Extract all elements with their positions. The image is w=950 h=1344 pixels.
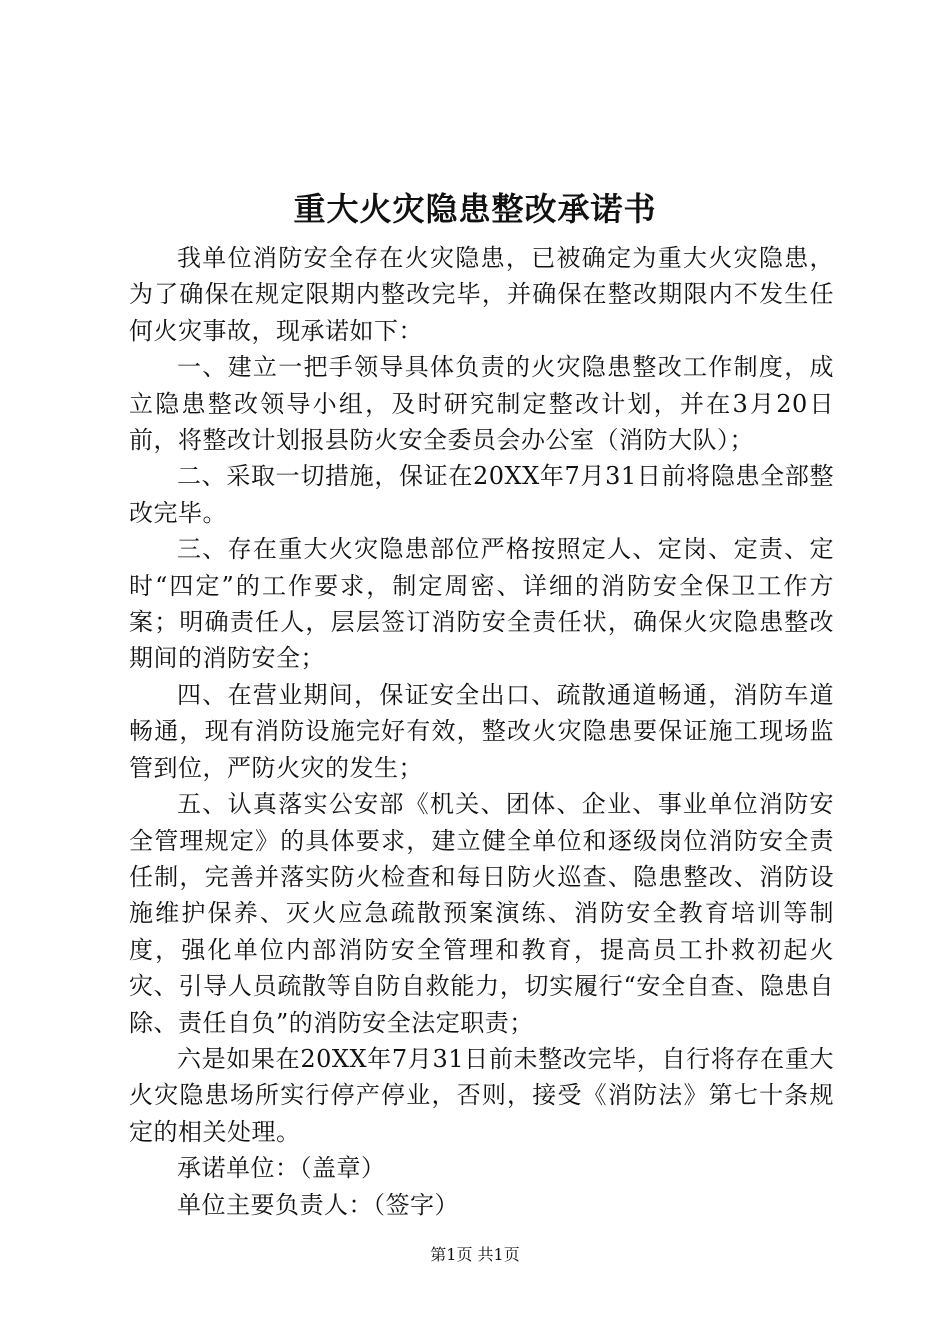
paragraph-item-4: 四、在营业期间，保证安全出口、疏散通道畅通，消防车道畅通，现有消防设施完好有效，整改火灾隐患要保证施工现场监管到位，严防火灾的发生；	[129, 680, 834, 782]
paragraph-item-6: 六是如果在20XX年7月31日前未整改完毕，自行将存在重大火灾隐患场所实行停产停业，否则，接受《消防法》第七十条规定的相关处理。	[129, 1044, 834, 1146]
paragraph-item-2: 二、采取一切措施，保证在20XX年7月31日前将隐患全部整改完毕。	[129, 462, 834, 527]
paragraph-item-1: 一、建立一把手领导具体负责的火灾隐患整改工作制度，成立隐患整改领导小组，及时研究制定整改计划，并在3月20日前，将整改计划报县防火安全委员会办公室（消防大队）；	[129, 353, 834, 455]
page-footer: 第1页 共1页	[430, 1245, 520, 1264]
paragraph-intro: 我单位消防安全存在火灾隐患，已被确定为重大火灾隐患，为了确保在规定限期内整改完毕，并确保在整改期限内不发生任何火灾事故，现承诺如下：	[129, 244, 834, 345]
signature-unit: 承诺单位：（盖章）	[177, 1154, 386, 1183]
paragraph-item-3: 三、存在重大火灾隐患部位严格按照定人、定岗、定责、定时“四定”的工作要求，制定周密、详细的消防安全保卫工作方案；明确责任人，层层签订消防安全责任状，确保火灾隐患整改期间的消防安全；	[129, 535, 834, 673]
document-title: 重大火灾隐患整改承诺书	[293, 190, 657, 228]
paragraph-item-5: 五、认真落实公安部《机关、团体、企业、事业单位消防安全管理规定》的具体要求，建立健全单位和逐级岗位消防安全责任制，完善并落实防火检查和每日防火巡查、隐患整改、消防设施维护保养、灭火应急疏散预案演练、消防安全教育培训等制度，强化单位内部消防安全管理和教育，提高员工扑救初起火灾、引导人员疏散等自防自救能力，切实履行“安全自查、隐患自除、责任自负”的消防安全法定职责；	[129, 790, 834, 1037]
signature-person: 单位主要负责人：（签字）	[177, 1190, 459, 1219]
document-body	[129, 240, 834, 1223]
